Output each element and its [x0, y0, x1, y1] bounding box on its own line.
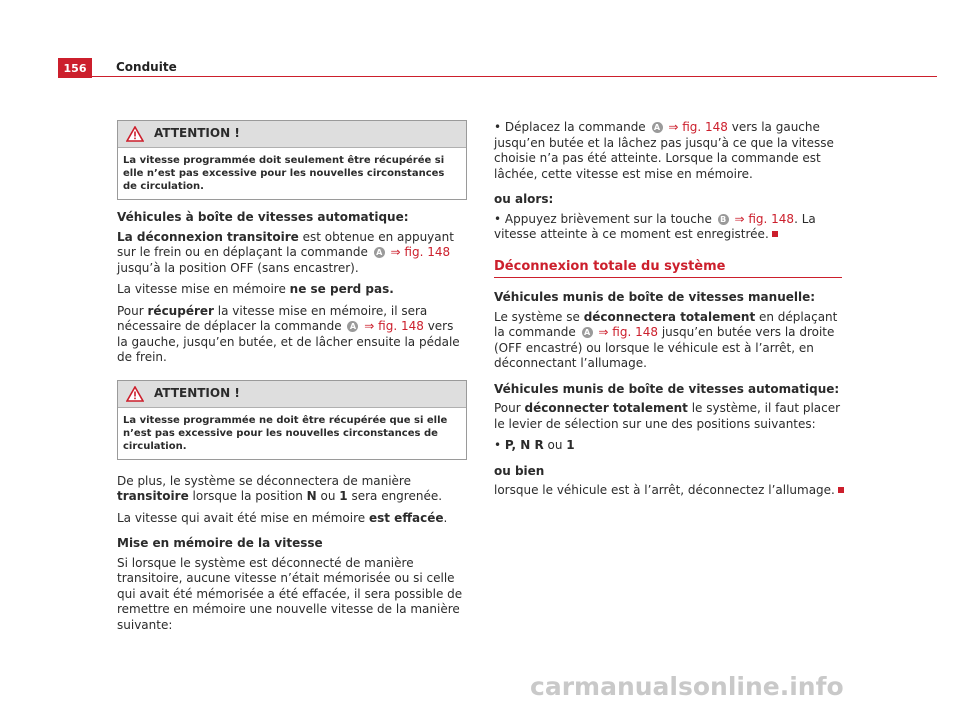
bullet-move-control: • Déplacez la commande A ⇒ fig. 148 vers la gauche jusqu’en butée et la lâchez pas jusqu’à ce que la vitesse choisie n’a pas été atteinte. Lorsque la commande est lâchée, cette vitesse est mise en mémoire. [494, 120, 834, 181]
heading-memory: Mise en mémoire de la vitesse [117, 536, 323, 550]
page-header [0, 0, 960, 80]
warning-triangle-icon [126, 386, 144, 402]
heading-auto-gearbox: Véhicules à boîte de vitesses automatique: [117, 210, 409, 224]
paragraph-memory: Si lorsque le système est déconnecté de manière transitoire, aucune vitesse n’était mémorisée ou si celle qui avait été mémorisée a été effacée, il sera possible de remettre en mémoire une nouvelle vitesse de la manière suivante: [117, 555, 463, 632]
arrow-icon: ⇒ [360, 319, 379, 333]
figure-link[interactable]: fig. 148 [378, 319, 424, 333]
figure-link[interactable]: fig. 148 [612, 325, 658, 339]
control-b-badge: B [718, 214, 729, 225]
or-label: ou alors: [494, 192, 554, 206]
control-a-badge: A [347, 321, 358, 332]
attention-header [118, 121, 466, 148]
arrow-icon: ⇒ [730, 211, 749, 226]
attention-box-2 [117, 380, 467, 460]
left-column [117, 120, 467, 639]
figure-link[interactable]: fig. 148 [404, 245, 451, 259]
arrow-icon: ⇒ [594, 325, 613, 339]
end-marker-icon [772, 231, 778, 237]
or-else-label: ou bien [494, 463, 545, 478]
paragraph-erased: La vitesse qui avait été mise en mémoire est effacée. [117, 510, 448, 525]
warning-triangle-icon [126, 126, 144, 142]
attention-box-1 [117, 120, 467, 200]
watermark: carmanualsonline.info [530, 672, 844, 701]
control-a-badge: A [582, 327, 593, 338]
section-title: Déconnexion totale du système [494, 259, 842, 279]
paragraph-transitory: La déconnexion transitoire est obtenue en appuyant sur le frein ou en déplaçant la commande A ⇒ fig. 148 jusqu’à la position OFF (sans encastrer). [117, 229, 454, 275]
page-number: 156 [58, 58, 92, 78]
chapter-title: Conduite [116, 60, 177, 74]
attention-title: ATTENTION ! [154, 385, 240, 400]
heading-auto-gearbox-right: Véhicules munis de boîte de vitesses automatique: [494, 381, 840, 396]
figure-link[interactable]: fig. 148 [682, 120, 728, 134]
paragraph-recover: Pour récupérer la vitesse mise en mémoire, il sera nécessaire de déplacer la commande A ⇒ fig. 148 vers la gauche, jusqu’en butée, et de lâcher ensuite la pédale de frein. [117, 303, 460, 364]
paragraph-memory-kept: La vitesse mise en mémoire ne se perd pas. [117, 282, 394, 296]
figure-link[interactable]: fig. 148 [748, 211, 795, 226]
arrow-icon: ⇒ [386, 245, 405, 259]
bullet-press-button: • Appuyez brièvement sur la touche B ⇒ fig. 148. La vitesse atteinte à ce moment est enregistrée. [494, 211, 816, 241]
right-column [494, 120, 844, 505]
attention-header [118, 381, 466, 408]
control-a-badge: A [374, 247, 385, 258]
paragraph-auto-disconnect: Pour déconnecter totalement le système, il faut placer le levier de sélection sur une des positions suivantes: [494, 401, 841, 431]
bullet-positions: • P, N R ou 1 [494, 438, 575, 452]
paragraph-total-disconnect: Le système se déconnectera totalement en déplaçant la commande A ⇒ fig. 148 jusqu’en butée vers la droite (OFF encastré) ou lorsque le véhicule est à l’arrêt, en déconnectant l’allumage. [494, 309, 838, 370]
header-rule [92, 76, 937, 77]
paragraph-transitory-position: De plus, le système se déconnectera de manière transitoire lorsque la position N ou 1 sera engrenée. [117, 473, 443, 503]
arrow-icon: ⇒ [664, 120, 683, 134]
attention-text: La vitesse programmée doit seulement être récupérée si elle n’est pas excessive pour les nouvelles circonstances de circulation. [123, 155, 445, 192]
attention-title: ATTENTION ! [154, 126, 240, 141]
paragraph-ignition: lorsque le véhicule est à l’arrêt, déconnectez l’allumage. [494, 483, 844, 499]
heading-manual-gearbox: Véhicules munis de boîte de vitesses manuelle: [494, 290, 816, 304]
attention-text: La vitesse programmée ne doit être récupérée que si elle n’est pas excessive pour les nouvelles circonstances de circulation. [123, 414, 448, 452]
end-marker-icon [838, 487, 844, 493]
control-a-badge: A [652, 122, 663, 133]
